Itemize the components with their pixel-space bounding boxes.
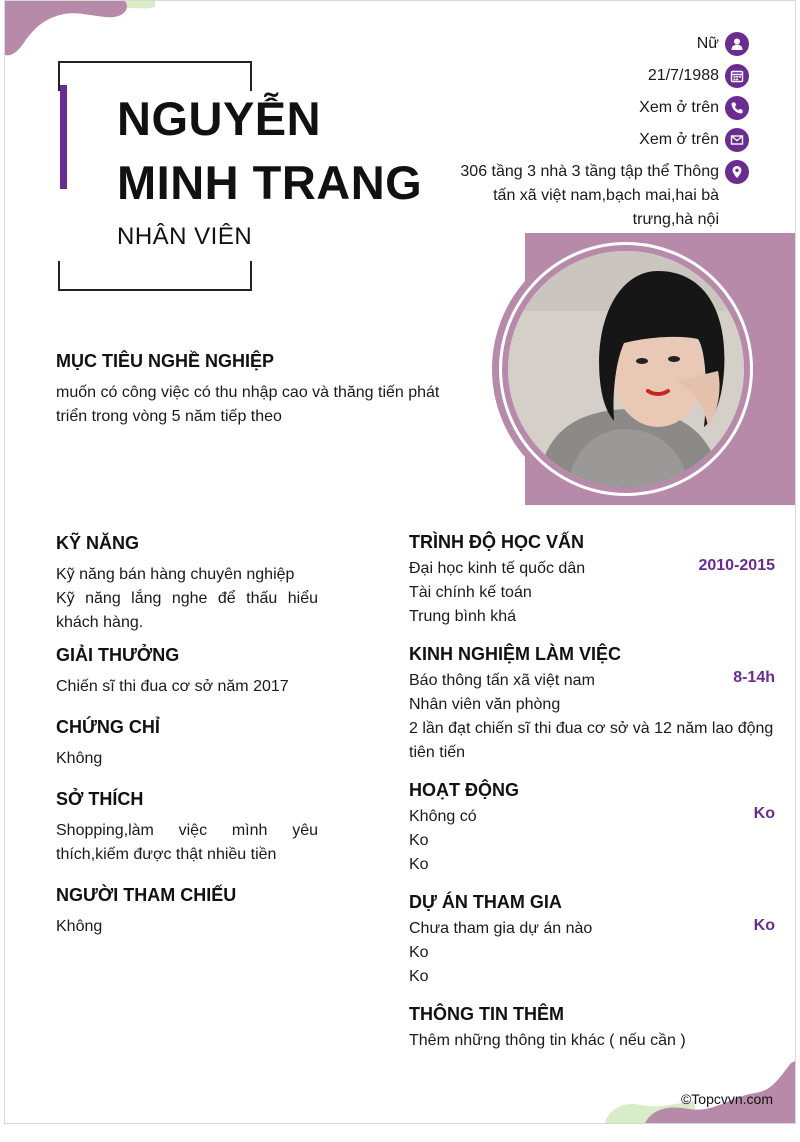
- address-value: [460, 160, 719, 232]
- frame-top-border: [58, 61, 252, 91]
- hobbies-title: SỞ THÍCH: [56, 789, 144, 809]
- top-left-decoration: [5, 1, 165, 61]
- gender-value: Nữ: [696, 35, 719, 52]
- bottom-right-decoration: [605, 1053, 795, 1123]
- certificates-title: CHỨNG CHỈ: [56, 717, 160, 737]
- photo-ring: [492, 235, 760, 503]
- calendar-icon: [725, 64, 749, 88]
- contact-address: [460, 160, 749, 232]
- profile-photo: [508, 251, 744, 487]
- phone-icon: [725, 96, 749, 120]
- references-text: Không: [56, 918, 103, 935]
- accent-bar: [60, 85, 67, 189]
- footer-credit: ©Topcvvn.com: [680, 1091, 773, 1107]
- contact-phone: [639, 96, 749, 120]
- user-icon: [725, 32, 749, 56]
- email-value: Xem ở trên: [639, 131, 719, 148]
- frame-bottom-border: [58, 261, 252, 291]
- contact-birthday: [648, 64, 749, 88]
- experience-title: KINH NGHIỆM LÀM VIỆC: [409, 644, 622, 664]
- experience-company: Báo thông tấn xã việt nam: [409, 672, 595, 689]
- activities-period: Ko: [753, 805, 775, 822]
- education-period: 2010-2015: [698, 557, 775, 574]
- certificates-text: Không: [56, 750, 103, 767]
- awards-text: Chiến sĩ thi đua cơ sở năm 2017: [56, 678, 289, 695]
- address-line-2: tấn xã việt nam,bạch mai,hai bà: [493, 187, 719, 204]
- activities-line-1: Không có: [409, 808, 477, 825]
- job-title: NHÂN VIÊN: [117, 223, 253, 250]
- contact-email: [639, 128, 749, 152]
- activities-line-2: Ko: [409, 832, 429, 849]
- address-line-1: 306 tầng 3 nhà 3 tầng tập thể Thông: [460, 163, 719, 180]
- education-school: Đại học kinh tế quốc dân: [409, 560, 586, 577]
- extra-info-text: Thêm những thông tin khác ( nếu cần ): [409, 1032, 686, 1049]
- experience-detail: 2 lần đạt chiến sĩ thi đua cơ sở và 12 năm lao động tiên tiến: [409, 720, 774, 761]
- birthday-value: 21/7/1988: [647, 67, 719, 84]
- map-pin-icon: [725, 160, 749, 184]
- activities-title: HOẠT ĐỘNG: [409, 780, 519, 800]
- hobbies-text: Shopping,làm việc mình yêu thích,kiếm được thật nhiều tiền: [56, 822, 318, 863]
- address-line-3: trưng,hà nội: [632, 211, 719, 228]
- awards-title: GIẢI THƯỞNG: [56, 645, 180, 665]
- objective-title: MỤC TIÊU NGHỀ NGHIỆP: [56, 351, 275, 371]
- projects-line-3: Ko: [409, 968, 429, 985]
- envelope-icon: [725, 128, 749, 152]
- references-title: NGƯỜI THAM CHIẾU: [56, 885, 237, 905]
- projects-line-1: Chưa tham gia dự án nào: [409, 920, 593, 937]
- skills-line-2: Kỹ năng lắng nghe để thấu hiểu khách hàng.: [56, 590, 318, 631]
- experience-period: 8-14h: [733, 669, 775, 686]
- contact-gender: [697, 32, 749, 56]
- activities-line-3: Ko: [409, 856, 429, 873]
- photo-ring-inner: [499, 242, 753, 496]
- projects-line-2: Ko: [409, 944, 429, 961]
- cv-page: [4, 0, 796, 1124]
- objective-text: muốn có công việc có thu nhập cao và thăng tiến phát triển trong vòng 5 năm tiếp theo: [56, 384, 440, 425]
- phone-value: Xem ở trên: [639, 99, 719, 116]
- experience-position: Nhân viên văn phòng: [409, 696, 561, 713]
- projects-title: DỰ ÁN THAM GIA: [409, 892, 562, 912]
- projects-period: Ko: [753, 917, 775, 934]
- extra-info-title: THÔNG TIN THÊM: [409, 1004, 564, 1024]
- education-title: TRÌNH ĐỘ HỌC VẤN: [409, 532, 584, 552]
- skills-line-1: Kỹ năng bán hàng chuyên nghiệp: [56, 566, 295, 583]
- skills-title: KỸ NĂNG: [56, 533, 140, 553]
- education-major: Tài chính kế toán: [409, 584, 532, 601]
- education-grade: Trung bình khá: [409, 608, 517, 625]
- full-name-line-1: NGUYỄN: [117, 92, 322, 145]
- full-name-line-2: MINH TRANG: [117, 156, 423, 209]
